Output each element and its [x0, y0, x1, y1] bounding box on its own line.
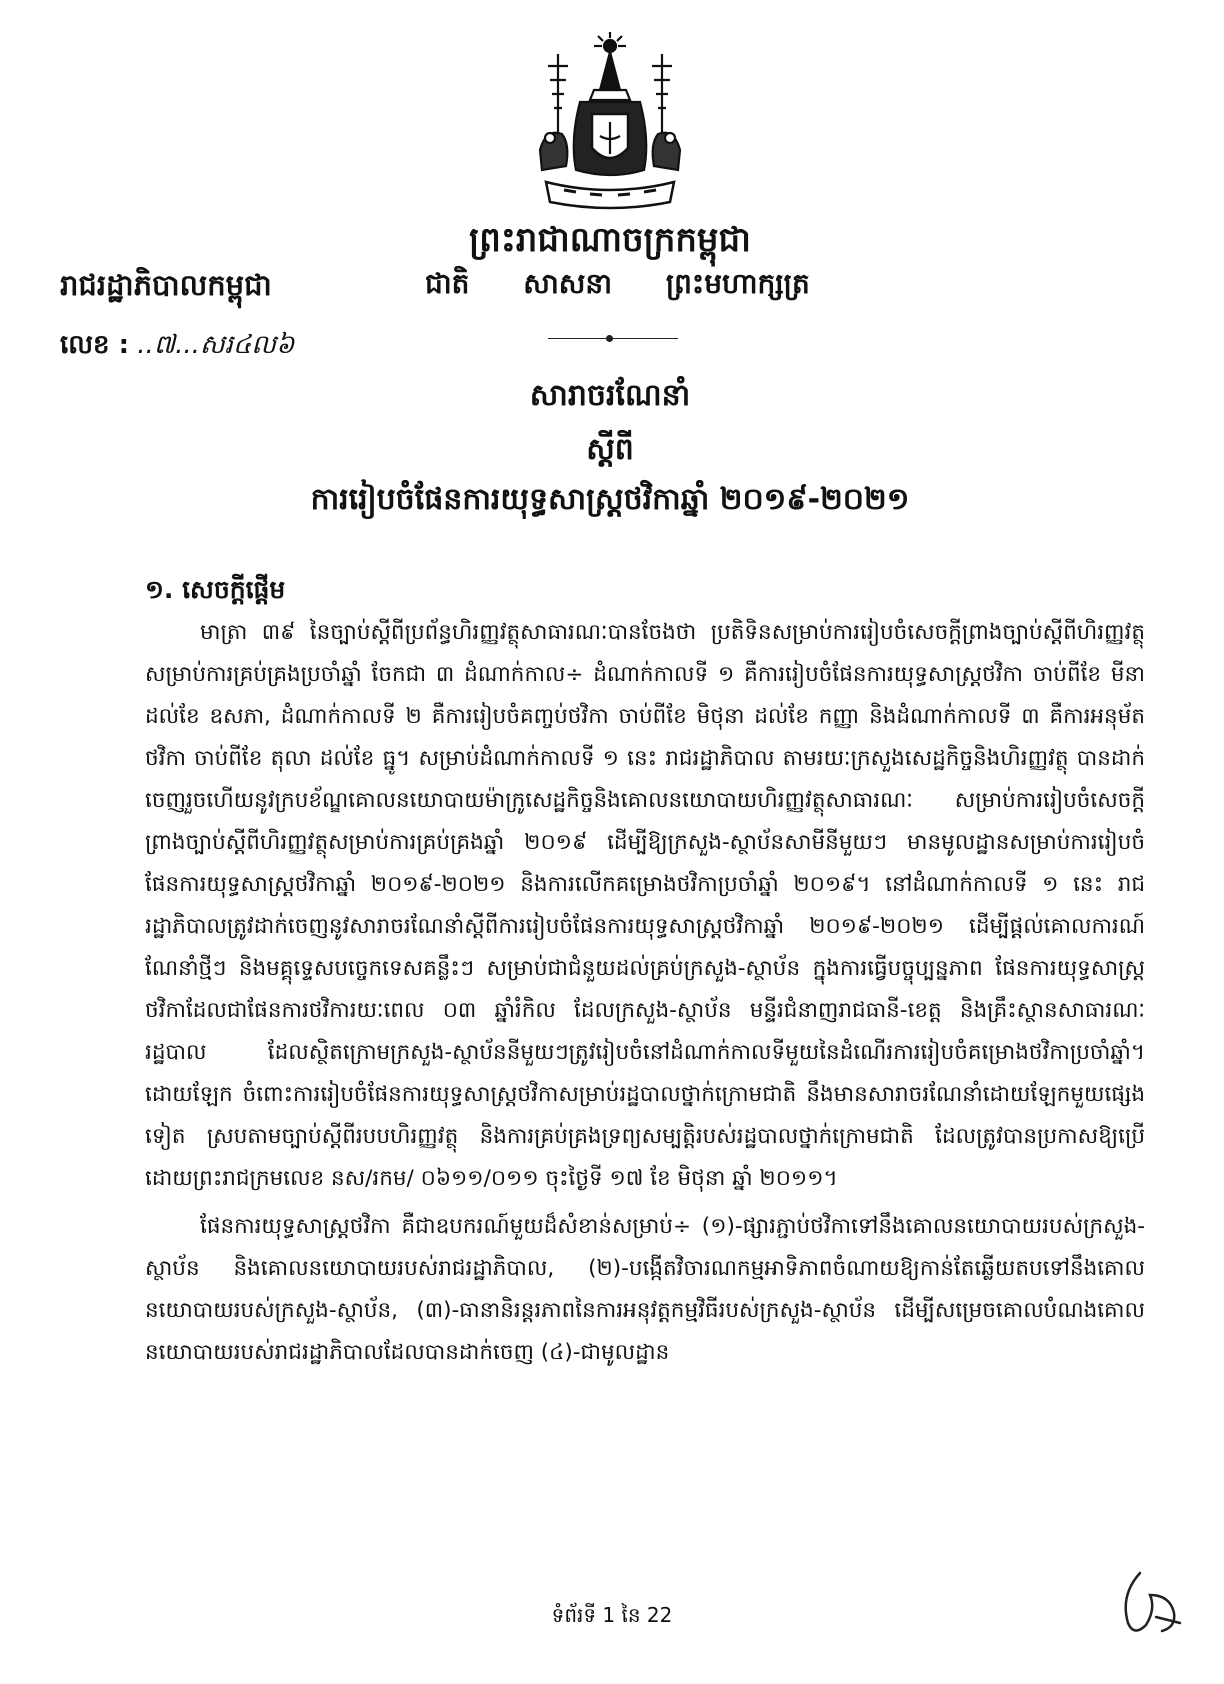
- section-heading: ១. សេចក្តីផ្តើម: [145, 575, 286, 604]
- motto-nation: ជាតិ: [425, 267, 470, 300]
- reference-number: [60, 328, 294, 366]
- motto-religion: សាសនា: [523, 267, 613, 300]
- document-body: [145, 612, 1145, 1374]
- government-name: រាជរដ្ឋាភិបាលកម្ពុជា: [60, 268, 272, 302]
- national-motto: [425, 264, 945, 304]
- body-paragraph: ផែនការយុទ្ធសាស្ត្រថវិកា គឺជាឧបករណ៍មួយដ៏សំខាន់សម្រាប់÷ (១)-ផ្សារភ្ជាប់ថវិកាទៅនឹងគោលនយោបាយរបស់ក្រសួង-ស្ថាប័ន និងគោលនយោបាយរបស់រាជរដ្ឋាភិបាល, (២)-បង្កើតវិចារណកម្មអាទិភាពចំណាយឱ្យកាន់តែឆ្លើយតបទៅនឹងគោលនយោបាយរបស់ក្រសួង-ស្ថាប័ន, (៣)-ធានានិរន្តរភាពនៃការអនុវត្តកម្មវិធីរបស់ក្រសួង-ស្ថាប័ន ដើម្បីសម្រេចគោលបំណងគោលនយោបាយរបស់រាជរដ្ឋាភិបាលដែលបានដាក់ចេញ (៤)-ជាមូលដ្ឋាន: [145, 1214, 1145, 1365]
- body-paragraph: មាត្រា ៣៩ នៃច្បាប់ស្តីពីប្រព័ន្ធហិរញ្ញវត្ថុសាធារណៈបានចែងថា ប្រតិទិនសម្រាប់ការរៀបចំសេចក្តីព្រាងច្បាប់ស្តីពីហិរញ្ញវត្ថុសម្រាប់ការគ្រប់គ្រងប្រចាំឆ្នាំ ចែកជា ៣ ដំណាក់កាល÷ ដំណាក់កាលទី ១ គឺការរៀបចំផែនការយុទ្ធសាស្ត្រថវិកា ចាប់ពីខែ មីនា ដល់ខែ ឧសភា, ដំណាក់កាលទី ២ គឺការរៀបចំគញ្ចប់ថវិកា ចាប់ពីខែ មិថុនា ដល់ខែ កញ្ញា និងដំណាក់កាលទី ៣ គឺការអនុម័តថវិកា ចាប់ពីខែ តុលា ដល់ខែ ធ្នូ។ សម្រាប់ដំណាក់កាលទី ១ នេះ រាជរដ្ឋាភិបាល តាមរយៈក្រសួងសេដ្ឋកិច្ចនិងហិរញ្ញវត្ថុ បានដាក់ចេញរួចហើយនូវក្របខ័ណ្ឌគោលនយោបាយម៉ាក្រូសេដ្ឋកិច្ចនិងគោលនយោបាយហិរញ្ញវត្ថុសាធារណៈ សម្រាប់ការរៀបចំសេចក្តីព្រាងច្បាប់ស្តីពីហិរញ្ញវត្ថុសម្រាប់ការគ្រប់គ្រងឆ្នាំ ២០១៩ ដើម្បីឱ្យក្រសួង-ស្ថាប័នសាមីនីមួយៗ មានមូលដ្ឋានសម្រាប់ការរៀបចំផែនការយុទ្ធសាស្ត្រថវិកាឆ្នាំ ២០១៩-២០២១ និងការលើកគម្រោងថវិកាប្រចាំឆ្នាំ ២០១៩។ នៅដំណាក់កាលទី ១ នេះ រាជរដ្ឋាភិបាលត្រូវដាក់ចេញនូវសារាចរណែនាំស្តីពីការរៀបចំផែនការយុទ្ធសាស្ត្រថវិកាឆ្នាំ ២០១៩-២០២១ ដើម្បីផ្តល់គោលការណ៍ណែនាំថ្មីៗ និងមគ្គុទ្ទេសបច្ចេកទេសគន្លឹះៗ សម្រាប់ជាជំនួយដល់គ្រប់ក្រសួង-ស្ថាប័ន ក្នុងការធ្វើបច្ចុប្បន្នភាព ផែនការយុទ្ធសាស្ត្រថវិកាដែលជាផែនការថវិការយៈពេល ០៣ ឆ្នាំរំកិល ដែលក្រសួង-ស្ថាប័ន មន្ទីរជំនាញរាជធានី-ខេត្ត និងគ្រឹះស្ថានសាធារណៈរដ្ឋបាល ដែលស្ថិតក្រោមក្រសួង-ស្ថាប័ននីមួយៗត្រូវរៀបចំនៅដំណាក់កាលទីមួយនៃដំណើរការរៀបចំគម្រោងថវិកាប្រចាំឆ្នាំ។ ដោយឡែក ចំពោះការរៀបចំផែនការយុទ្ធសាស្ត្រថវិកាសម្រាប់រដ្ឋបាលថ្នាក់ក្រោមជាតិ នឹងមានសារាចរណែនាំដោយឡែកមួយផ្សេងទៀត ស្របតាមច្បាប់ស្តីពីរបបហិរញ្ញវត្ថុ និងការគ្រប់គ្រងទ្រព្យសម្បត្តិរបស់រដ្ឋបាលថ្នាក់ក្រោមជាតិ ដែលត្រូវបានប្រកាសឱ្យប្រើដោយព្រះរាជក្រមលេខ នស/រកម/ ០៦១១/០១១ ចុះថ្ងៃទី ១៧ ខែ មិថុនា ឆ្នាំ ២០១១។: [145, 620, 1145, 1191]
- title-connector: ស្តីពី: [586, 432, 634, 467]
- kingdom-name: ព្រះរាជាណាចក្រកម្ពុជា: [469, 220, 751, 260]
- document-type-title: សារាចរណែនាំ: [529, 378, 691, 413]
- royal-emblem-icon: [520, 30, 700, 215]
- document-subject-title: ការរៀបចំផែនការយុទ្ធសាស្ត្រថវិកាឆ្នាំ ២០១៩-២០២១: [310, 482, 910, 517]
- reference-label: លេខ :: [60, 330, 129, 360]
- reference-value: ..៧...សរ៤ល៦: [137, 330, 295, 360]
- page-number: ទំព័រទី 1 នៃ 22: [551, 1603, 673, 1627]
- motto-king: ព្រះមហាក្សត្រ: [665, 267, 810, 300]
- motto-divider: [548, 338, 678, 339]
